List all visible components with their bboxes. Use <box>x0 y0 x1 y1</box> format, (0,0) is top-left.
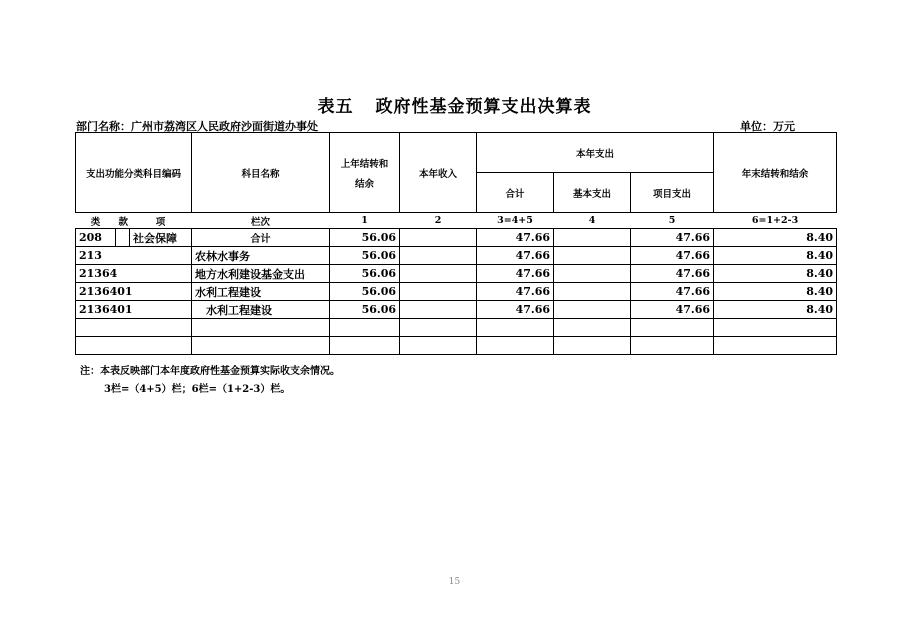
table-row-empty <box>76 319 837 337</box>
row-total: 47.66 <box>477 283 554 301</box>
row-carryover: 56.06 <box>330 283 400 301</box>
row-project: 47.66 <box>631 265 714 283</box>
row-ending: 8.40 <box>714 283 837 301</box>
row-project: 47.66 <box>631 247 714 265</box>
total-basic <box>554 229 631 247</box>
row-code: 2136401 <box>76 283 192 301</box>
row-ending: 8.40 <box>714 247 837 265</box>
empty-cell <box>192 337 330 355</box>
table-title <box>0 92 909 117</box>
empty-cell <box>76 319 192 337</box>
total-kuan-cell <box>116 229 130 247</box>
empty-cell <box>714 337 837 355</box>
row-code: 2136401 <box>76 301 192 319</box>
empty-cell <box>554 337 631 355</box>
row-ending: 8.40 <box>714 301 837 319</box>
header-carryover-line2: 结余 <box>355 178 375 190</box>
row-name: 农林水事务 <box>192 247 330 265</box>
empty-cell <box>631 337 714 355</box>
row-total: 47.66 <box>477 247 554 265</box>
fund-expenditure-table <box>75 132 837 355</box>
row-carryover: 56.06 <box>330 265 400 283</box>
total-income <box>400 229 477 247</box>
empty-cell <box>330 337 400 355</box>
empty-cell <box>192 319 330 337</box>
row-carryover: 56.06 <box>330 301 400 319</box>
index-col6: 6=1+2-3 <box>714 213 837 229</box>
index-lei: 类 <box>76 213 116 229</box>
empty-cell <box>477 337 554 355</box>
row-code: 213 <box>76 247 192 265</box>
index-col5: 5 <box>631 213 714 229</box>
empty-cell <box>714 319 837 337</box>
row-project: 47.66 <box>631 283 714 301</box>
total-code: 208 <box>76 229 116 247</box>
index-kuan: 款 <box>116 213 130 229</box>
row-ending: 8.40 <box>714 265 837 283</box>
empty-cell <box>554 319 631 337</box>
note-line-1: 注：本表反映部门本年度政府性基金预算实际收支余情况。 <box>80 366 340 377</box>
row-income <box>400 283 477 301</box>
row-income <box>400 265 477 283</box>
header-income: 本年收入 <box>400 133 477 213</box>
index-col2: 2 <box>400 213 477 229</box>
row-total: 47.66 <box>477 265 554 283</box>
index-col1: 1 <box>330 213 400 229</box>
row-basic <box>554 283 631 301</box>
row-name: 水利工程建设 <box>192 301 330 319</box>
empty-cell <box>330 319 400 337</box>
row-basic <box>554 247 631 265</box>
row-total: 47.66 <box>477 301 554 319</box>
empty-cell <box>400 337 477 355</box>
empty-cell <box>631 319 714 337</box>
total-small-label: 社会保障 <box>130 229 192 247</box>
index-col4: 4 <box>554 213 631 229</box>
row-basic <box>554 265 631 283</box>
table-row <box>76 283 837 301</box>
page-number: 15 <box>448 577 461 587</box>
empty-cell <box>400 319 477 337</box>
header-code: 支出功能分类科目编码 <box>76 133 192 213</box>
title-table-name: 政府性基金预算支出决算表 <box>375 97 592 117</box>
header-basic: 基本支出 <box>554 173 631 213</box>
row-carryover: 56.06 <box>330 247 400 265</box>
header-expense: 本年支出 <box>477 133 714 173</box>
table-row <box>76 265 837 283</box>
row-name: 地方水利建设基金支出 <box>192 265 330 283</box>
empty-cell <box>477 319 554 337</box>
total-project: 47.66 <box>631 229 714 247</box>
table-row-total <box>76 229 837 247</box>
row-income <box>400 247 477 265</box>
index-xiang: 项 <box>130 213 192 229</box>
total-ending: 8.40 <box>714 229 837 247</box>
table-row <box>76 247 837 265</box>
title-table-number: 表五 <box>317 97 354 117</box>
header-total: 合计 <box>477 173 554 213</box>
unit-label: 单位：万元 <box>740 120 795 133</box>
row-code: 21364 <box>76 265 192 283</box>
header-project: 项目支出 <box>631 173 714 213</box>
table-row <box>76 301 837 319</box>
department-label: 部门名称：广州市荔湾区人民政府沙面街道办事处 <box>76 120 318 133</box>
row-income <box>400 301 477 319</box>
header-carryover-line1: 上年结转和 <box>340 158 389 170</box>
header-name: 科目名称 <box>192 133 330 213</box>
header-ending: 年末结转和结余 <box>714 133 837 213</box>
note-line-2: 3栏=（4+5）栏；6栏=（1+2-3）栏。 <box>104 384 291 395</box>
total-carryover: 56.06 <box>330 229 400 247</box>
index-col3: 3=4+5 <box>477 213 554 229</box>
table-row-empty <box>76 337 837 355</box>
row-basic <box>554 301 631 319</box>
header-carryover <box>330 133 400 213</box>
row-name: 水利工程建设 <box>192 283 330 301</box>
total-name: 合计 <box>192 229 330 247</box>
index-lanci: 栏次 <box>192 213 330 229</box>
total-total: 47.66 <box>477 229 554 247</box>
row-project: 47.66 <box>631 301 714 319</box>
empty-cell <box>76 337 192 355</box>
